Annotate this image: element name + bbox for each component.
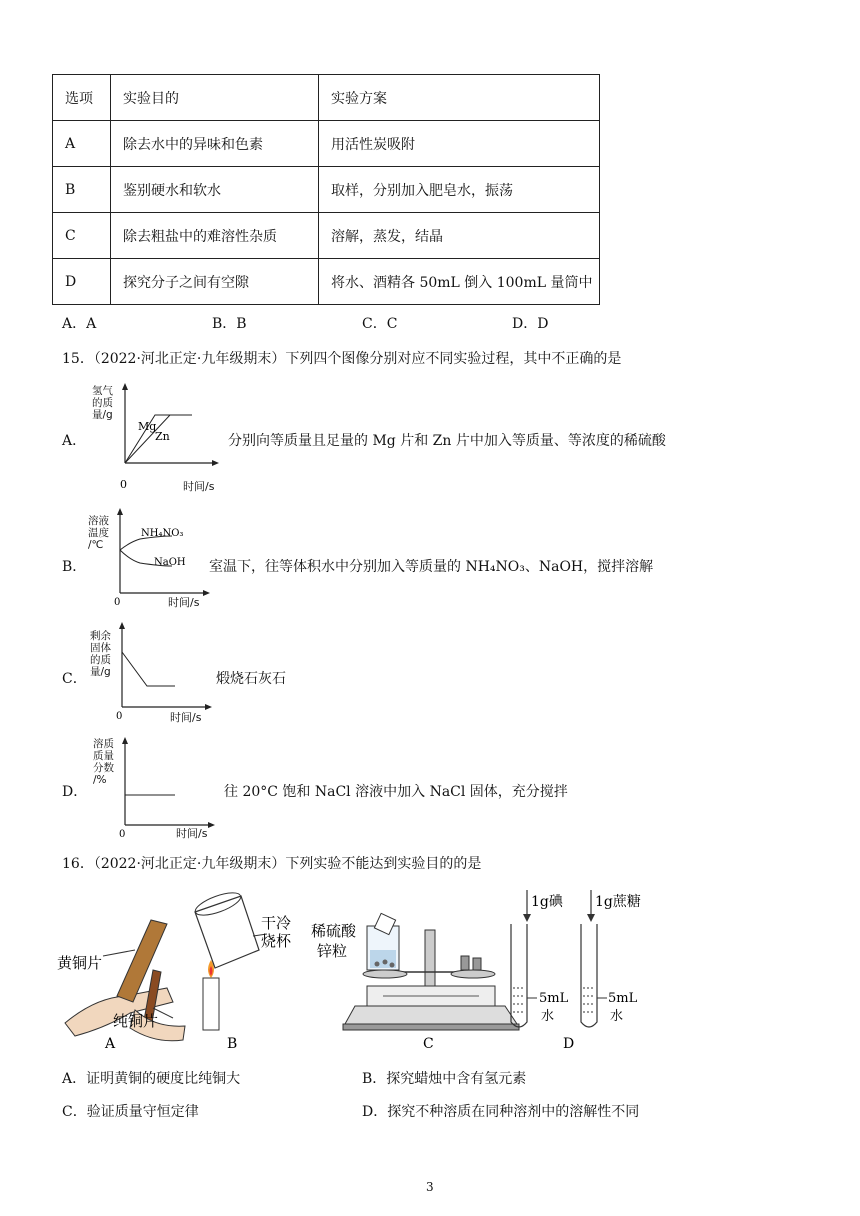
graph-c-xlabel: 时间/s [170, 711, 202, 724]
graph-d-xlabel: 时间/s [176, 827, 208, 840]
table-cell: 将水、酒精各 50mL 倒入 100mL 量筒中 [319, 259, 600, 305]
x-axis-arrow [212, 460, 219, 466]
table-cell: D [53, 259, 111, 305]
graph-d-ylabel: 溶质 质量 分数 /% [93, 738, 114, 786]
option-b-letter[interactable]: B． [62, 559, 87, 575]
table-cell: C [53, 213, 111, 259]
option-c-letter[interactable]: C． [62, 671, 87, 687]
graph-b-ylabel: 溶液 温度 /℃ [88, 515, 109, 551]
origin-label: 0 [116, 711, 123, 722]
q15-d-desc: 往 20°C 饱和 NaCl 溶液中加入 NaCl 固体，充分搅拌 [224, 784, 568, 800]
option-a-letter[interactable]: A． [62, 433, 87, 449]
table-row [53, 167, 600, 213]
graph-a [115, 383, 225, 493]
figure-c-balance [343, 913, 519, 1030]
label-water-volume-2: 5mL [608, 991, 638, 1006]
x-axis-arrow [208, 822, 215, 828]
figure-letter-d: D [563, 1036, 575, 1050]
graph-c-ylabel: 剩余 固体 的质 量/g [90, 630, 111, 678]
table-cell: 取样，分别加入肥皂水，振荡 [319, 167, 600, 213]
q16-stem: 16．（2022·河北正定·九年级期末）下列实验不能达到实验目的的是 [62, 856, 482, 872]
label-brass: 黄铜片 [57, 954, 103, 972]
q16-option-d[interactable]: D．探究不种溶质在同种溶剂中的溶解性不同 [362, 1104, 640, 1120]
table-cell: 鉴别硬水和软水 [111, 167, 319, 213]
label-iodine: 1g碘 [531, 894, 563, 910]
y-axis-arrow [122, 737, 128, 744]
option-b[interactable]: B．B [212, 316, 247, 332]
table-cell: 除去水中的异味和色素 [111, 121, 319, 167]
option-d[interactable]: D．D [512, 316, 549, 332]
graph-b [110, 508, 220, 618]
label-water-1: 水 [541, 1009, 555, 1024]
series-zn-label: Zn [155, 430, 170, 443]
q16-option-b[interactable]: B．探究蜡烛中含有氢元素 [362, 1071, 527, 1087]
graph-b-xlabel: 时间/s [168, 596, 200, 609]
graph-a-xlabel: 时间/s [183, 480, 215, 493]
figure-letter-b: B [227, 1036, 238, 1050]
q15-b-desc: 室温下，往等体积水中分别加入等质量的 NH₄NO₃、NaOH，搅拌溶解 [209, 559, 654, 575]
table-row [53, 259, 600, 305]
figure-letter-a: A [105, 1036, 116, 1050]
table-cell: 实验目的 [111, 75, 319, 121]
label-water-volume-1: 5mL [539, 991, 569, 1006]
table-header-row [53, 75, 600, 121]
figure-d-test-tubes [511, 890, 607, 1027]
table-cell: 用活性炭吸附 [319, 121, 600, 167]
origin-label: 0 [120, 478, 127, 491]
option-a[interactable]: A．A [62, 316, 97, 332]
series-naoh-label: NaOH [154, 557, 186, 568]
series-mg-label: Mg [138, 420, 157, 433]
y-axis-arrow [119, 622, 125, 629]
y-axis-arrow [122, 383, 128, 390]
table-cell: A [53, 121, 111, 167]
table-cell: 除去粗盐中的难溶性杂质 [111, 213, 319, 259]
figure-letter-c: C [423, 1036, 434, 1050]
label-dry-cold: 干冷 [261, 914, 292, 932]
option-c[interactable]: C．C [362, 316, 398, 332]
table-cell: B [53, 167, 111, 213]
q14-options [0, 313, 860, 333]
q15-c-desc: 煅烧石灰石 [216, 671, 286, 687]
table-cell: 选项 [53, 75, 111, 121]
q14-table [52, 74, 600, 305]
q15-stem: 15．（2022·河北正定·九年级期末）下列四个图像分别对应不同实验过程，其中不正确的是 [62, 351, 622, 367]
table-cell: 溶解，蒸发，结晶 [319, 213, 600, 259]
graph-c [112, 622, 222, 732]
label-water-2: 水 [610, 1009, 624, 1024]
q16-option-c[interactable]: C．验证质量守恒定律 [62, 1104, 199, 1120]
graph-d [115, 737, 225, 847]
option-d-letter[interactable]: D． [62, 784, 88, 800]
label-zinc: 锌粒 [317, 942, 348, 960]
series-nh4no3-label: NH₄NO₃ [141, 528, 184, 539]
label-pure-copper: 纯铜片 [113, 1012, 159, 1030]
figure-b-candle-beaker [193, 888, 267, 1030]
table-cell: 实验方案 [319, 75, 600, 121]
x-axis-arrow [203, 590, 210, 596]
q15-a-desc: 分别向等质量且足量的 Mg 片和 Zn 片中加入等质量、等浓度的稀硫酸 [228, 433, 666, 449]
graph-a-ylabel: 氢气 的质 量/g [92, 385, 113, 421]
page-number: 3 [426, 1180, 434, 1194]
label-sulfuric-acid: 稀硫酸 [311, 922, 357, 940]
q16-figure [55, 878, 655, 1050]
x-axis-arrow [205, 704, 212, 710]
table-row [53, 121, 600, 167]
label-beaker: 烧杯 [261, 932, 292, 950]
origin-label: 0 [119, 829, 126, 840]
q16-option-a[interactable]: A．证明黄铜的硬度比纯铜大 [62, 1071, 241, 1087]
origin-label: 0 [114, 597, 121, 608]
label-sucrose: 1g蔗糖 [595, 894, 641, 910]
table-cell: 探究分子之间有空隙 [111, 259, 319, 305]
series-line [122, 652, 175, 686]
table-row [53, 213, 600, 259]
y-axis-arrow [117, 508, 123, 515]
